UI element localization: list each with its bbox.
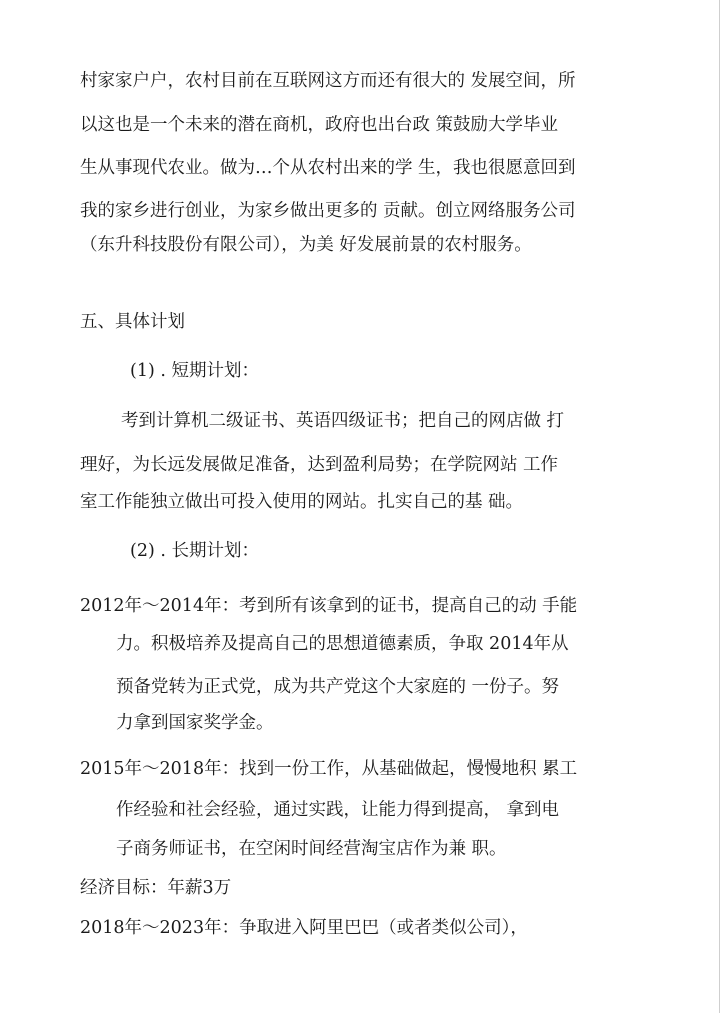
paragraph-line: 我的家乡进行创业，为家乡做出更多的 贡献。创立网络服务公司 xyxy=(80,201,576,221)
plan-item-first-line: 2012年～2014年：考到所有该拿到的证书，提高自己的动 手能 xyxy=(80,596,578,616)
plan-item-line: 作经验和社会经验，通过实践，让能力得到提高， 拿到电 xyxy=(116,800,560,820)
short-term-line: 理好，为长远发展做足准备，达到盈利局势；在学院网站 工作 xyxy=(80,455,559,475)
paragraph-line: （东升科技股份有限公司），为美 好发展前景的农村服务。 xyxy=(80,235,532,255)
long-term-heading: (2) . 长期计划： xyxy=(130,541,259,561)
plan-item-line: 子商务师证书，在空闲时间经营淘宝店作为兼 职。 xyxy=(116,839,507,859)
economic-goal: 经济目标：年薪3万 xyxy=(80,878,232,898)
paragraph-line: 生从事现代农业。做为…个从农村出来的学 生，我也很愿意回到 xyxy=(80,158,576,178)
plan-item-line: 力拿到国家奖学金。 xyxy=(116,713,274,733)
short-term-line: 考到计算机二级证书、英语四级证书；把自己的网店做 打 xyxy=(121,411,565,431)
short-term-heading: (1) . 短期计划： xyxy=(130,361,259,381)
paragraph-line: 以这也是一个未来的潜在商机，政府也出台政 策鼓励大学毕业 xyxy=(80,115,559,135)
plan-item-first-line: 2015年～2018年：找到一份工作，从基础做起，慢慢地积 累工 xyxy=(80,759,578,779)
section-heading: 五、具体计划 xyxy=(80,312,185,332)
paragraph-line: 村家家户户，农村目前在互联网这方而还有很大的 发展空间，所 xyxy=(80,71,576,91)
short-term-line: 室工作能独立做出可投入使用的网站。扎实自己的基 础。 xyxy=(80,492,524,512)
plan-item-line: 预备党转为正式党，成为共产党这个大家庭的 一份子。努 xyxy=(116,677,560,697)
plan-item-line: 力。积极培养及提高自己的思想道德素质，争取 2014年从 xyxy=(116,634,569,654)
plan-item-first-line: 2018年～2023年：争取进入阿里巴巴（或者类似公司）， xyxy=(80,918,528,938)
